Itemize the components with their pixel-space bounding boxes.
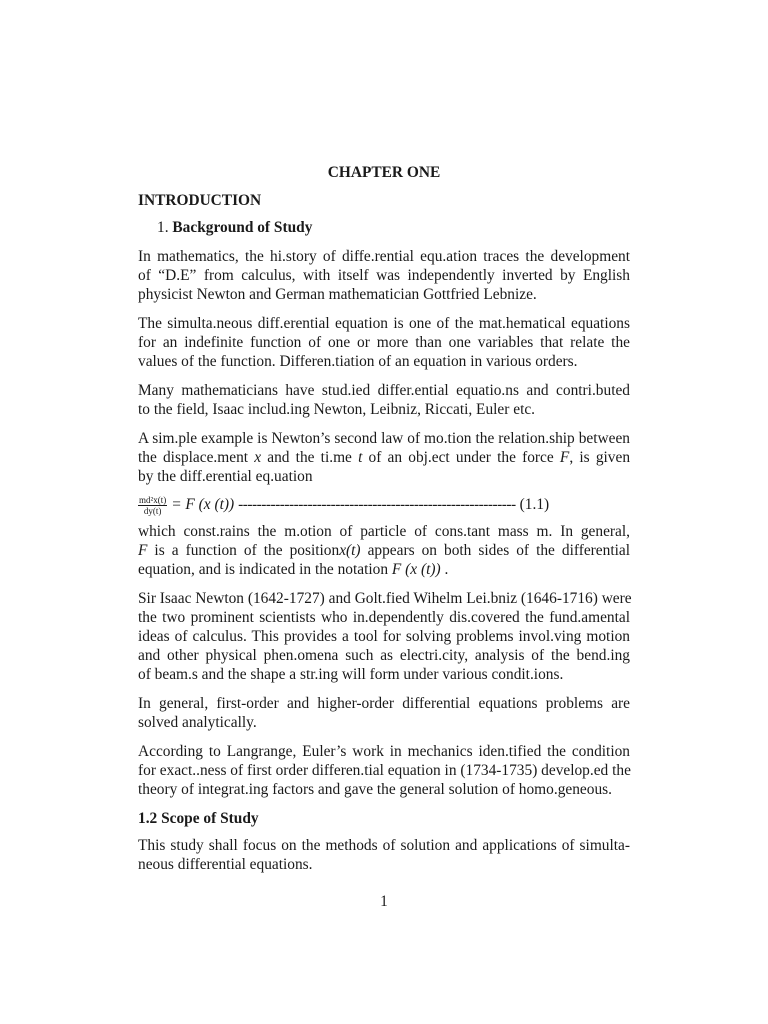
text-line: for exact..ness of first order differen.tial equation in (1734-1735) develop.ed the [138, 762, 631, 779]
text-line: which const.rains the m.otion of particle of cons.tant mass m. In general, [138, 523, 630, 540]
text-line: ideas of calculus. This provides a tool for solving problems invol.ving motion [138, 628, 630, 645]
text-line: theory of integrat.ing factors and gave the general solution of homo.geneous. [138, 781, 612, 798]
text-line [138, 541, 630, 560]
text-line: for an indefinite function of one or more than one variables that relate the [138, 334, 630, 351]
text-span: appears on both sides of the differential [360, 542, 630, 559]
math-var: F (x (t)) [391, 561, 441, 578]
text-line: Sir Isaac Newton (1642-1727) and Golt.fied Wihelm Lei.bniz (1646-1716) were [138, 590, 632, 607]
scope-heading: 1.2 Scope of Study [138, 810, 259, 827]
subsection-heading [157, 218, 630, 237]
text-span: the displace.ment [138, 449, 255, 466]
paragraph-constrains [138, 522, 630, 579]
equation-fraction [138, 495, 167, 516]
text-span: . [440, 561, 449, 578]
paragraph-scope [138, 836, 630, 874]
paragraph-general-order [138, 694, 630, 732]
math-var: x(t) [339, 542, 361, 559]
math-var: x [254, 449, 262, 466]
text-line: This study shall focus on the methods of solution and applications of simulta- [138, 837, 630, 854]
paragraph-newton-law [138, 429, 630, 486]
text-line: In mathematics, the hi.story of diffe.rential equ.ation traces the development [138, 248, 630, 265]
subsection-title: Background of Study [172, 219, 313, 236]
document-page [138, 163, 630, 884]
text-span: and the ti.me [261, 449, 359, 466]
fraction-denominator: dy(t) [143, 505, 162, 516]
math-var: F [559, 449, 570, 466]
text-line: The simulta.neous diff.erential equation is one of the mat.hematical equations [138, 315, 630, 332]
text-line: the two prominent scientists who in.dependently dis.covered the fund.amental [138, 609, 630, 626]
text-line: Many mathematicians have stud.ied differ.ential equatio.ns and contri.buted [138, 382, 630, 399]
text-span: is a function of the position [147, 542, 340, 559]
math-var: F [138, 542, 148, 559]
text-line: physicist Newton and German mathematician Gottfried Lebnize. [138, 286, 537, 303]
subsection-number: 1. [157, 219, 169, 236]
text-line: by the diff.erential eq.uation [138, 468, 313, 485]
fraction-numerator: md²x(t) [139, 494, 167, 505]
section-title: INTRODUCTION [138, 192, 262, 209]
text-line: neous differential equations. [138, 856, 313, 873]
page-number: 1 [380, 893, 388, 910]
paragraph-simultaneous [138, 314, 630, 371]
equation-dashes: ------------------------------------------------------------ [238, 496, 516, 513]
equation-1-1 [138, 492, 630, 518]
text-line: values of the function. Differen.tiation of an equation in various orders. [138, 353, 578, 370]
math-var: t [358, 449, 363, 466]
text-line: to the field, Isaac includ.ing Newton, Leibniz, Riccati, Euler etc. [138, 401, 536, 418]
text-line: of “D.E” from calculus, with itself was independently inverted by English [138, 267, 630, 284]
text-line: In general, first-order and higher-order differential equations problems are [138, 695, 630, 712]
text-span: , is given [569, 449, 631, 466]
text-span: of an obj.ect under the force [362, 449, 560, 466]
paragraph-newton-leibniz [138, 589, 630, 684]
equation-number: (1.1) [519, 496, 550, 513]
paragraph-history [138, 247, 630, 304]
paragraph-langrange [138, 742, 630, 799]
text-line [138, 560, 630, 579]
paragraph-mathematicians [138, 381, 630, 419]
equation-rhs: = F (x (t)) [171, 496, 235, 513]
chapter-title: CHAPTER ONE [327, 164, 441, 181]
text-span: equation, and is indicated in the notation [138, 561, 392, 578]
text-line: A sim.ple example is Newton’s second law of mo.tion the relation.ship between [138, 430, 630, 447]
text-line: According to Langrange, Euler’s work in mechanics iden.tified the condition [138, 743, 630, 760]
text-line [138, 448, 630, 467]
text-line: solved analytically. [138, 714, 257, 731]
text-line: of beam.s and the shape a str.ing will form under various condit.ions. [138, 666, 564, 683]
text-line: and other physical phen.omena such as electri.city, analysis of the bend.ing [138, 647, 630, 664]
